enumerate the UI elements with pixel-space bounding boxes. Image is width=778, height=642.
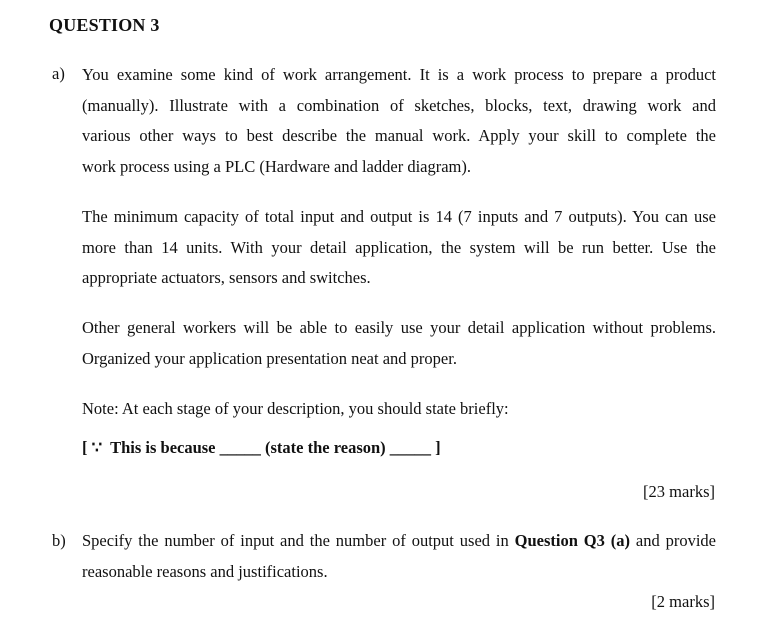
part-a-paragraph-3 [82, 313, 716, 374]
part-a-label: a) [52, 64, 65, 83]
question-title: QUESTION 3 [49, 15, 160, 35]
question-reference: Question Q3 (a) [514, 531, 630, 550]
part-a-note [82, 394, 716, 425]
paragraph-line: appropriate actuators, sensors and switches. [82, 268, 371, 287]
part-b-paragraph [82, 526, 716, 587]
part-a-paragraph-1 [82, 60, 716, 182]
paragraph-line: more than 14 units. With your detail application, the system will be run better. Use the [82, 237, 716, 257]
paragraph-line: various other ways to best describe the manual work. Apply your skill to complete the [82, 126, 716, 145]
part-a-marks: [23 marks] [643, 482, 715, 501]
paragraph-line: You examine some kind of work arrangement. It is a work process to prepare a product [82, 65, 716, 84]
part-b-label: b) [52, 531, 66, 550]
paragraph-line: The minimum capacity of total input and output is 14 (7 inputs and 7 outputs). You can use [82, 207, 716, 226]
part-a-paragraph-2 [82, 202, 716, 294]
paragraph-line: (manually). Illustrate with a combination of sketches, blocks, text, drawing work and [82, 95, 716, 115]
paragraph-line: Organized your application presentation neat and proper. [82, 348, 457, 368]
part-b-text-prefix: Specify the number of input and the number of output used in [82, 531, 515, 550]
reason-template: [ ∵ This is because _____ (state the reason) _____ ] [82, 438, 441, 457]
paragraph-line: Other general workers will be able to easily use your detail application without problems. [82, 318, 716, 337]
paragraph-line: reasonable reasons and justifications. [82, 561, 328, 581]
paragraph-line [82, 526, 716, 557]
note-text: Note: At each stage of your description, you should state briefly: [82, 399, 509, 418]
paragraph-line: work process using a PLC (Hardware and ladder diagram). [82, 156, 471, 176]
part-b-text-suffix: and provide [629, 531, 716, 550]
part-b-marks: [2 marks] [651, 592, 715, 611]
